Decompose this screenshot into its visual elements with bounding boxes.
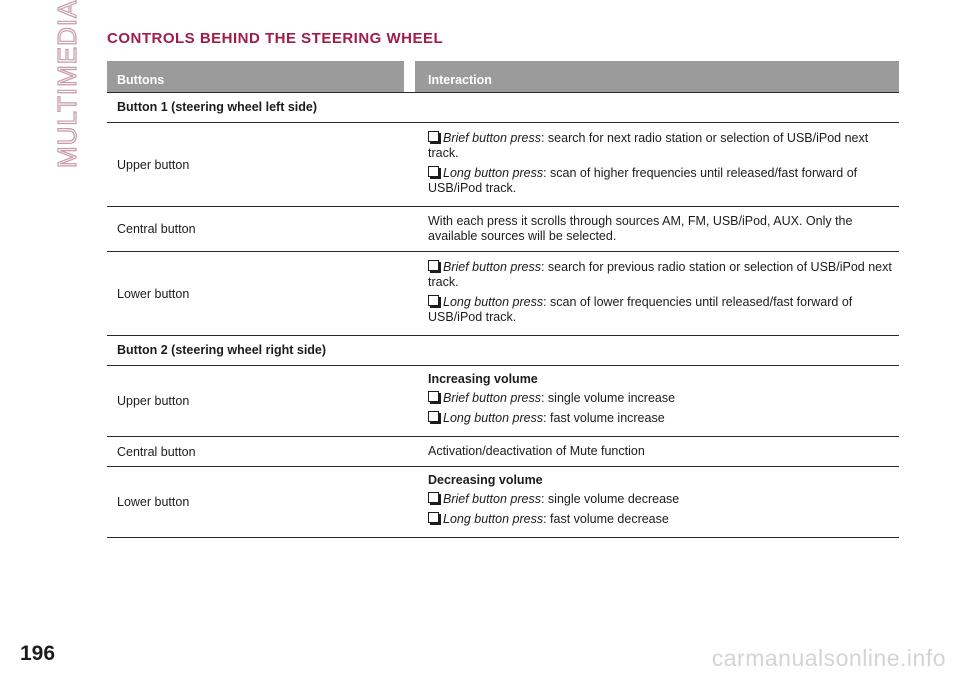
- section-title: CONTROLS BEHIND THE STEERING WHEEL: [107, 30, 444, 47]
- bullet-text: : single volume increase: [540, 391, 676, 405]
- bullet-item: [428, 411, 893, 426]
- interaction-cell: [415, 467, 899, 537]
- table-row: [107, 436, 899, 466]
- bullet-emphasis: Brief button press: [443, 391, 541, 405]
- bullet-emphasis: Long button press: [443, 166, 544, 180]
- bullet-item: [428, 166, 893, 196]
- interaction-cell: [415, 252, 899, 335]
- chapter-side-label: MULTIMEDIA: [52, 0, 82, 168]
- button-name: Lower button: [117, 495, 190, 509]
- table-body: [107, 92, 899, 538]
- bullet-text: : fast volume decrease: [543, 512, 669, 526]
- group-title: Button 1 (steering wheel left side): [107, 92, 899, 122]
- interaction-cell: [415, 437, 899, 466]
- button-name: Central button: [117, 222, 196, 236]
- bullet-emphasis: Brief button press: [443, 492, 541, 506]
- bullet-text: : fast volume increase: [543, 411, 665, 425]
- interaction-text: With each press it scrolls through sources AM, FM, USB/iPod, AUX. Only the available sources will be selected.: [428, 214, 853, 243]
- bullet-text: : scan of lower frequencies until released/fast forward of USB/iPod track.: [428, 295, 853, 324]
- bullet-emphasis: Long button press: [443, 295, 544, 309]
- bullet-box-icon: [428, 391, 439, 402]
- bullet-box-icon: [428, 492, 439, 503]
- interaction-heading: Decreasing volume: [428, 473, 543, 487]
- button-name: Lower button: [117, 286, 190, 301]
- interaction-heading: Increasing volume: [428, 372, 538, 386]
- table-row: [107, 251, 899, 335]
- table-row: [107, 365, 899, 436]
- page-number: 196: [20, 642, 56, 665]
- interaction-cell: [415, 366, 899, 436]
- bullet-box-icon: [428, 411, 439, 422]
- table-header: [107, 61, 899, 92]
- bullet-text: : single volume decrease: [540, 492, 680, 506]
- button-name: Upper button: [117, 157, 190, 172]
- interaction-text: Activation/deactivation of Mute function: [428, 444, 645, 458]
- controls-table: [107, 61, 899, 538]
- bullet-emphasis: Long button press: [443, 512, 544, 526]
- bullet-box-icon: [428, 295, 439, 306]
- bullet-text: : search for previous radio station or selection of USB/iPod next track.: [428, 260, 892, 289]
- bullet-text: : scan of higher frequencies until released/fast forward of USB/iPod track.: [428, 166, 858, 195]
- bullet-text: : search for next radio station or selection of USB/iPod next track.: [428, 131, 869, 160]
- watermark: carmanualsonline.info: [711, 645, 946, 671]
- bullet-item: [428, 260, 893, 290]
- bullet-item: [428, 492, 893, 507]
- table-bottom-rule: [107, 537, 899, 538]
- header-interaction: Interaction: [415, 61, 899, 92]
- header-buttons: Buttons: [107, 61, 404, 92]
- interaction-cell: [415, 207, 899, 251]
- bullet-item: [428, 391, 893, 406]
- interaction-cell: [415, 123, 899, 206]
- button-name: Upper button: [117, 394, 190, 408]
- table-row: [107, 206, 899, 251]
- bullet-box-icon: [428, 131, 439, 142]
- group-title: Button 2 (steering wheel right side): [107, 335, 899, 365]
- bullet-item: [428, 295, 893, 325]
- bullet-box-icon: [428, 166, 439, 177]
- button-name: Central button: [117, 444, 196, 459]
- table-row: [107, 466, 899, 537]
- bullet-box-icon: [428, 260, 439, 271]
- bullet-item: [428, 512, 893, 527]
- bullet-emphasis: Brief button press: [443, 131, 541, 145]
- table-row: [107, 122, 899, 206]
- bullet-item: [428, 131, 893, 161]
- bullet-box-icon: [428, 512, 439, 523]
- bullet-emphasis: Long button press: [443, 411, 544, 425]
- bullet-emphasis: Brief button press: [443, 260, 541, 274]
